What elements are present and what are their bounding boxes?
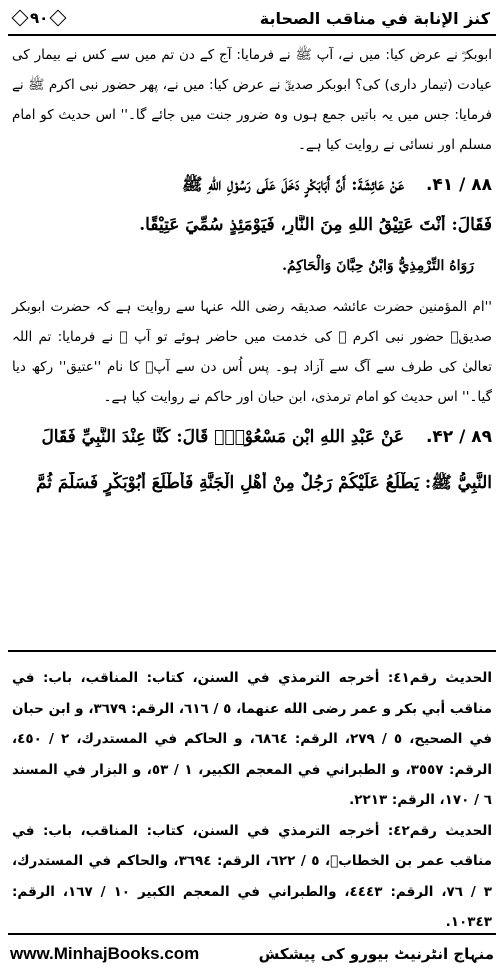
hadith-89-line-2: النَّبِيُّ ﷺ: يَطْلُعُ عَلَيْكُمْ رَجُلٌ مِنْ أَهْلِ الْجَنَّةِ فَأَطْلَعَ أَبُوْبَكْرٍ فَسَلَّمَ ثُمَّ bbox=[35, 473, 492, 493]
hadith-88-urdu-translation: ''ام المؤمنین حضرت عائشہ صدیقہ رضی اللہ عنہا سے روایت ہے کہ حضرت ابوبکر صدیقؓ حضور نبی اکرم ﷺ کی خدمت میں حاضر ہوئے تو آپ ﷺ نے فرمایا: تم اللہ تعالیٰ کی طرف سے آگ سے آزاد ہو۔ پس اُس دن سے آپؓ کا نام ''عتیق'' رکھ دیا گیا۔'' اس حدیث کو امام ترمذی، ابن حبان اور حاکم نے روایت کیا ہے۔ bbox=[12, 299, 492, 405]
diamond-ornament-icon bbox=[12, 10, 29, 27]
footnote-41: الحديث رقم٤١: أخرجه الترمذي في السنن، كتاب: المناقب، باب: في مناقب أبي بكر و عمر رضى الله عنهما، ٥ / ٦١٦، الرقم: ٣٦٧٩، و ابن حبان في الصحيح، ٥ / ٢٧٩، الرقم: ٦٨٦٤، و الحاكم في المستدرك، ٢ / ٤٥٠، الرقم: ٣٥٥٧، و الطبراني في المعجم الكبير، ١ / ٥٣، و البزار في المسند ٦ / ١٧٠، الرقم: ٢٢١٣. bbox=[12, 670, 493, 808]
hadith-88-line-2: فَقَالَ: أَنْتَ عَتِيْقُ اللهِ مِنَ النَّارِ، فَيَوْمَئِذٍ سُمِّيَ عَتِيْقًا. bbox=[139, 215, 492, 235]
hadith-89-number: ۸۹ / ۴۲. bbox=[425, 427, 492, 447]
page-number-ornament bbox=[14, 9, 64, 27]
page-header bbox=[8, 4, 496, 32]
page-number: ۹۰ bbox=[30, 9, 49, 27]
hadith-88-text-1: عَنْ عَائِشَةَ: أَنَّ أَبَابَكْرٍ دَخَلَ عَلَى رَسُوْلِ اللهِ ﷺ bbox=[182, 175, 405, 195]
website-url: www.MinhajBooks.com bbox=[10, 944, 200, 963]
publisher-credit: منہاج انٹرنیٹ بیورو کی پیشکش bbox=[258, 945, 494, 963]
footer-divider bbox=[8, 933, 496, 935]
diamond-ornament-icon bbox=[50, 10, 67, 27]
hadith-88-number: ۸۸ / ۴۱. bbox=[425, 175, 492, 195]
urdu-translation-previous: ابوبکرؓ نے عرض کیا: میں نے، آپ ﷺ نے فرمایا: آج کے دن تم میں سے کس نے بیمار کی عیادت (تیمار داری) کی؟ ابوبکر صدیقؓ نے عرض کیا: میں نے، پھر حضور نبی اکرم ﷺ نے فرمایا: جس میں یہ باتیں جمع ہوں وہ ضرور جنت میں جائے گا۔'' اس حدیث کو امام مسلم اور نسائی نے روایت کیا ہے۔ bbox=[12, 47, 492, 153]
page-footer bbox=[10, 937, 494, 971]
hadith-88-line-1 bbox=[12, 174, 492, 199]
hadith-89-line-1 bbox=[12, 427, 492, 447]
book-title: كنز الإنابة في مناقب الصحابة bbox=[259, 8, 490, 28]
hadith-89-text-1: عَنْ عَبْدِ اللهِ ابْنِ مَسْعُوْدٍؓ قَالَ: كُنَّا عِنْدَ النَّبِيِّ فَقَالَ bbox=[41, 427, 405, 447]
footnote-42: الحديث رقم٤٢: أخرجه الترمذي في السنن، كتاب: المناقب، باب: في مناقب عمر بن الخطابؓ، ٥ / ٦٢٢، الرقم: ٣٦٩٤، والحاكم في المستدرك، ٣ / ٧٦، الرقم: ٤٤٤٣، والطبراني في المعجم الكبير ١٠ / ١٦٧، الرقم: ١٠٣٤٣. bbox=[12, 822, 493, 930]
footnote-divider bbox=[8, 650, 496, 652]
footnotes bbox=[12, 663, 492, 938]
header-divider bbox=[8, 34, 496, 36]
hadith-88-narration: رَوَاهُ التِّرْمِذِيُّ وَابْنُ حِبَّانَ وَالْحَاكِمُ. bbox=[282, 258, 474, 274]
